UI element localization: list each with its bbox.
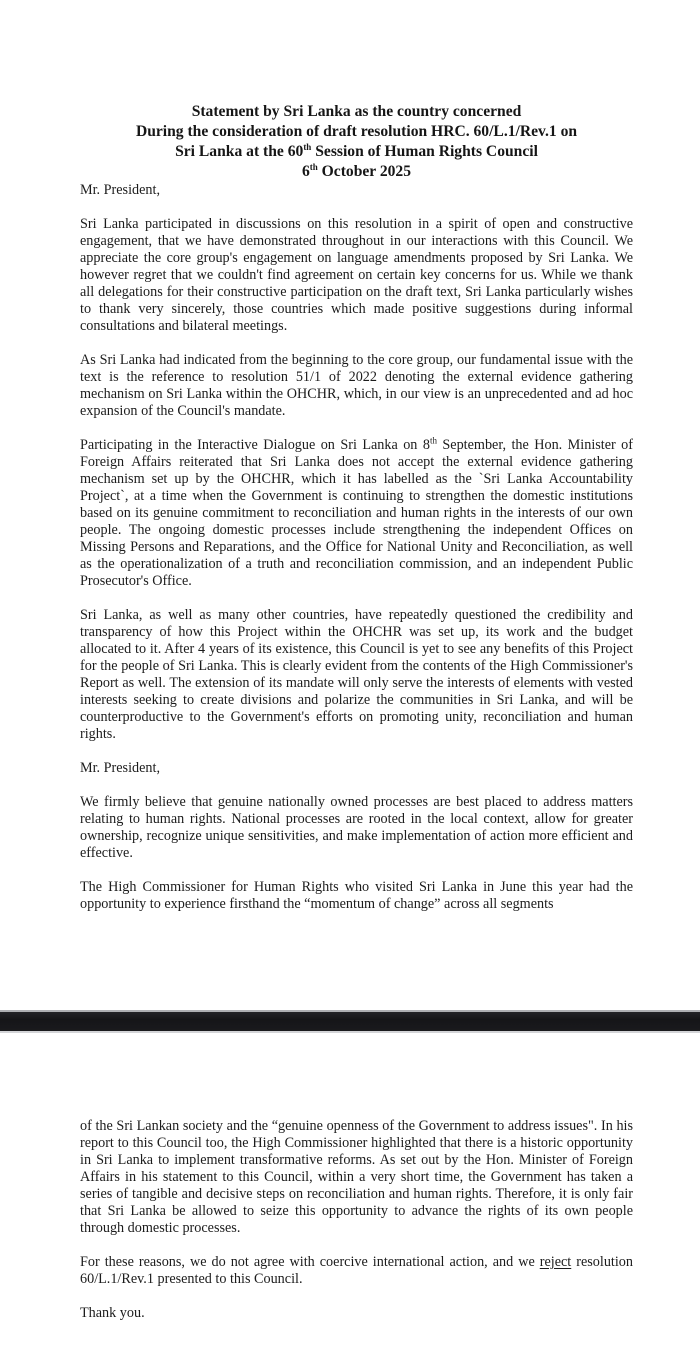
title-line-1: Statement by Sri Lanka as the country concerned: [191, 103, 522, 120]
paragraph-2: As Sri Lanka had indicated from the beginning to the core group, our fundamental issue with the text is the reference to resolution 51/1 of 2022 denoting the external evidence gathering mechanism on Sri Lanka within the OHCHR, which, in our view is an unprecedented and ad hoc expansion of the Council's mandate.: [80, 352, 633, 419]
rejected-word: reject: [539, 1254, 572, 1270]
page-separator-bar: [0, 1010, 700, 1033]
paragraph-3-text-cont: September, the Hon. Minister of Foreign Affairs reiterated that Sri Lanka does not accept the external evidence gathering mechanism set up by the OHCHR, which it has labelled as the `Sri Lanka Accountability Project`, at a time when the Government is continuing to strengthen the domestic institutions based on its genuine commitment to reconciliation and human rights in the interests of our own people. The ongoing domestic processes include strengthening the independent Offices on Missing Persons and Reparations, and the Office for National Unity and Reconciliation, as well as the operationalization of a truth and reconciliation commission, and an independent Public Prosecutor's Office.: [80, 437, 633, 589]
title-line-3: [80, 142, 633, 162]
title-line-2: During the consideration of draft resolution HRC. 60/L.1/Rev.1 on: [135, 123, 578, 140]
title-line-3-text: Sri Lanka at the 60: [175, 143, 304, 160]
title-date-day: 6: [301, 163, 310, 180]
title-date-rest: October 2025: [317, 163, 412, 180]
ordinal-suffix: th: [303, 141, 312, 152]
statement-title: [80, 102, 633, 182]
paragraph-8-text-cont: resolution 60/L.1/Rev.1 presented to this Council.: [80, 1254, 633, 1287]
ordinal-suffix: th: [309, 161, 318, 172]
paragraph-4: Sri Lanka, as well as many other countries, have repeatedly questioned the credibility and transparency of how this Project within the OHCHR was set up, its work and the budget allocated to it. After 4 years of its existence, this Council is yet to see any benefits of this Project for the people of Sri Lanka. This is clearly evident from the contents of the High Commissioner's Report as well. The extension of its mandate will only serve the interests of elements with vested interests seeking to create divisions and polarize the communities in Sri Lanka, and will be counterproductive to the Government's efforts on promoting unity, reconciliation and human rights.: [80, 607, 633, 742]
paragraph-6: The High Commissioner for Human Rights who visited Sri Lanka in June this year had the opportunity to experience firsthand the “momentum of change” across all segments: [80, 879, 633, 912]
paragraph-5: We firmly believe that genuine nationally owned processes are best placed to address matters relating to human rights. National processes are rooted in the local context, allow for greater ownership, recognize unique sensitivities, and make implementation of action more efficient and effective.: [80, 794, 633, 861]
paragraph-3: [80, 437, 633, 590]
paragraph-8: [80, 1254, 633, 1288]
paragraph-1: Sri Lanka participated in discussions on this resolution in a spirit of open and constructive engagement, that we have demonstrated throughout in our interactions with this Council. We appreciate the core group's engagement on language amendments proposed by Sri Lanka. We however regret that we couldn't find agreement on certain key concerns for us. While we thank all delegations for their constructive participation on the draft text, Sri Lanka particularly wishes to thank very sincerely, those countries which made positive suggestions during informal consultations and bilateral meetings.: [80, 216, 633, 334]
paragraph-7: of the Sri Lankan society and the “genuine openness of the Government to address issues". In his report to this Council too, the High Commissioner highlighted that there is a historic opportunity in Sri Lanka to implement transformative reforms. As set out by the Hon. Minister of Foreign Affairs in his statement to this Council, within a very short time, the Government has taken a series of tangible and decisive steps on reconciliation and human rights. Therefore, it is only fair that Sri Lanka be allowed to seize this opportunity to advance the rights of its own people through domestic processes.: [80, 1118, 633, 1236]
paragraph-3-text: Participating in the Interactive Dialogue on Sri Lanka on 8: [80, 437, 430, 453]
statement-page-2: [0, 1118, 700, 1322]
salutation-1: Mr. President,: [80, 182, 160, 198]
paragraph-8-text: For these reasons, we do not agree with coercive international action, and we: [80, 1254, 540, 1270]
salutation-2: Mr. President,: [80, 760, 160, 776]
title-line-4: [80, 162, 633, 182]
title-line-3-text-cont: Session of Human Rights Council: [311, 143, 538, 160]
ordinal-suffix: th: [429, 435, 437, 446]
closing-line: Thank you.: [80, 1305, 145, 1321]
